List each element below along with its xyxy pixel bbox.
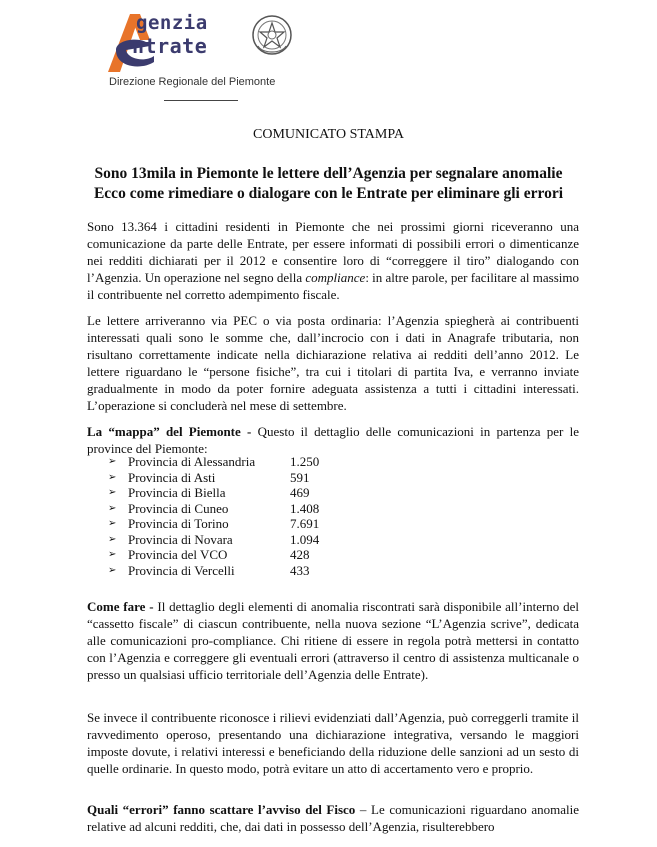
paragraph-mappa bbox=[87, 423, 579, 457]
province-name: Provincia di Cuneo bbox=[128, 500, 229, 516]
province-name: Provincia di Asti bbox=[128, 469, 216, 485]
arrowhead-bullet-icon: ➢ bbox=[108, 549, 117, 560]
header-divider bbox=[164, 100, 238, 101]
province-name: Provincia di Biella bbox=[128, 485, 226, 500]
province-value: 1.408 bbox=[290, 500, 320, 516]
paragraph-mappa-text: Questo il dettaglio delle comunicazioni in partenza per le province del Piemonte: bbox=[87, 424, 579, 456]
province-name: Provincia del VCO bbox=[128, 547, 228, 562]
logo-text-agenzia: genzia bbox=[136, 12, 208, 34]
headline-line-1: Sono 13mila in Piemonte le lettere dell’Agenzia per segnalare anomalie bbox=[94, 165, 563, 182]
province-value: 1.250 bbox=[290, 454, 320, 469]
paragraph-ravvedimento: Se invece il contribuente riconosce i rilievi evidenziati dall’Agenzia, può correggerli tramite il ravvedimento operoso, presentando una dichiarazione integrativa, versando le maggiori imposte dovute, i relativi interessi e beneficiando della riduzione delle sanzioni ad un sesto di quelle ordinarie. In questo modo, potrà evitare un atto di accertamento vero e proprio. bbox=[87, 710, 579, 776]
province-value: 433 bbox=[290, 562, 310, 578]
headline bbox=[60, 164, 597, 204]
direzione-regionale: Direzione Regionale del Piemonte bbox=[109, 76, 276, 88]
comunicato-title: COMUNICATO STAMPA bbox=[253, 127, 404, 142]
paragraph-errori-heading: Quali “errori” fanno scattare l’avviso del Fisco bbox=[87, 802, 356, 817]
headline-line-2: Ecco come rimediare o dialogare con le Entrate per eliminare gli errori bbox=[93, 185, 564, 202]
paragraph-intro-italic: compliance bbox=[305, 270, 366, 285]
province-name: Provincia di Torino bbox=[128, 516, 229, 531]
province-value: 1.094 bbox=[290, 531, 320, 547]
paragraph-intro bbox=[87, 218, 579, 303]
paragraph-mappa-heading: La “mappa” del Piemonte - bbox=[87, 424, 258, 439]
arrowhead-bullet-icon: ➢ bbox=[108, 502, 117, 514]
province-value: 591 bbox=[290, 469, 310, 485]
logo-text-entrate: ntrate bbox=[132, 34, 208, 58]
province-value: 7.691 bbox=[290, 516, 320, 531]
paragraph-come-fare-heading: Come fare - bbox=[87, 599, 158, 614]
arrowhead-bullet-icon: ➢ bbox=[108, 533, 117, 545]
arrowhead-bullet-icon: ➢ bbox=[108, 564, 117, 576]
italian-republic-emblem-icon bbox=[250, 12, 294, 58]
province-value: 469 bbox=[290, 485, 310, 500]
province-value: 428 bbox=[290, 547, 310, 562]
paragraph-intro-text-a: Sono 13.364 i cittadini residenti in Piemonte che nei prossimi giorni riceveranno una comunicazione da parte delle Entrate, per essere informati di possibili errori o dimenticanze nei redditi dichiarati per il 2012 e consentire loro di “correggere il tiro” dialogando con l’Agenzia. Un operazione nel segno della bbox=[87, 219, 579, 285]
province-name: Provincia di Vercelli bbox=[128, 562, 235, 578]
province-name: Provincia di Novara bbox=[128, 531, 233, 547]
province-name: Provincia di Alessandria bbox=[128, 454, 256, 469]
arrowhead-bullet-icon: ➢ bbox=[108, 471, 117, 483]
arrowhead-bullet-icon: ➢ bbox=[108, 456, 117, 467]
paragraph-come-fare-text: Il dettaglio degli elementi di anomalia riscontrati sarà disponibile all’interno del “cassetto fiscale” di ciascun contribuente, nella nuova sezione “L’Agenzia scrive”, dedicata alle comunicazioni pro-compliance. Chi ritiene di essere in regola potrà mettersi in contatto con l’Agenzia e correggere gli eventuali errori (attraverso il centro di assistenza multicanale o presso un qualsiasi ufficio territoriale dell’Agenzia delle Entrate). bbox=[87, 599, 580, 682]
paragraph-errori-text: – Le comunicazioni riguardano anomalie relative ad alcuni redditi, che, dai dati in possesso dell’Agenzia, risulterebbero bbox=[87, 802, 579, 834]
paragraph-intro-text-b: : in altre parole, per facilitare al massimo il contribuente nel corretto adempimento fiscale. bbox=[87, 270, 579, 302]
arrowhead-bullet-icon: ➢ bbox=[108, 487, 117, 498]
paragraph-come-fare bbox=[87, 598, 579, 683]
paragraph-errori bbox=[87, 801, 579, 835]
arrowhead-bullet-icon: ➢ bbox=[108, 518, 117, 529]
paragraph-lettere: Le lettere arriveranno via PEC o via posta ordinaria: l’Agenzia spiegherà ai contribuenti interessati quali sono le somme che, dall’incrocio con i dati in Anagrafe tributaria, non risultano correttamente indicate nella dichiarazione relativa ai redditi dell’anno 2012. Le lettere riguardano le “persone fisiche”, tra cui i titolari di partita Iva, e verranno inviate gradualmente in modo da poter fornire adeguata assistenza a tutti i cittadini interessati. L’operazione si concluderà nel mese di settembre. bbox=[87, 313, 579, 413]
